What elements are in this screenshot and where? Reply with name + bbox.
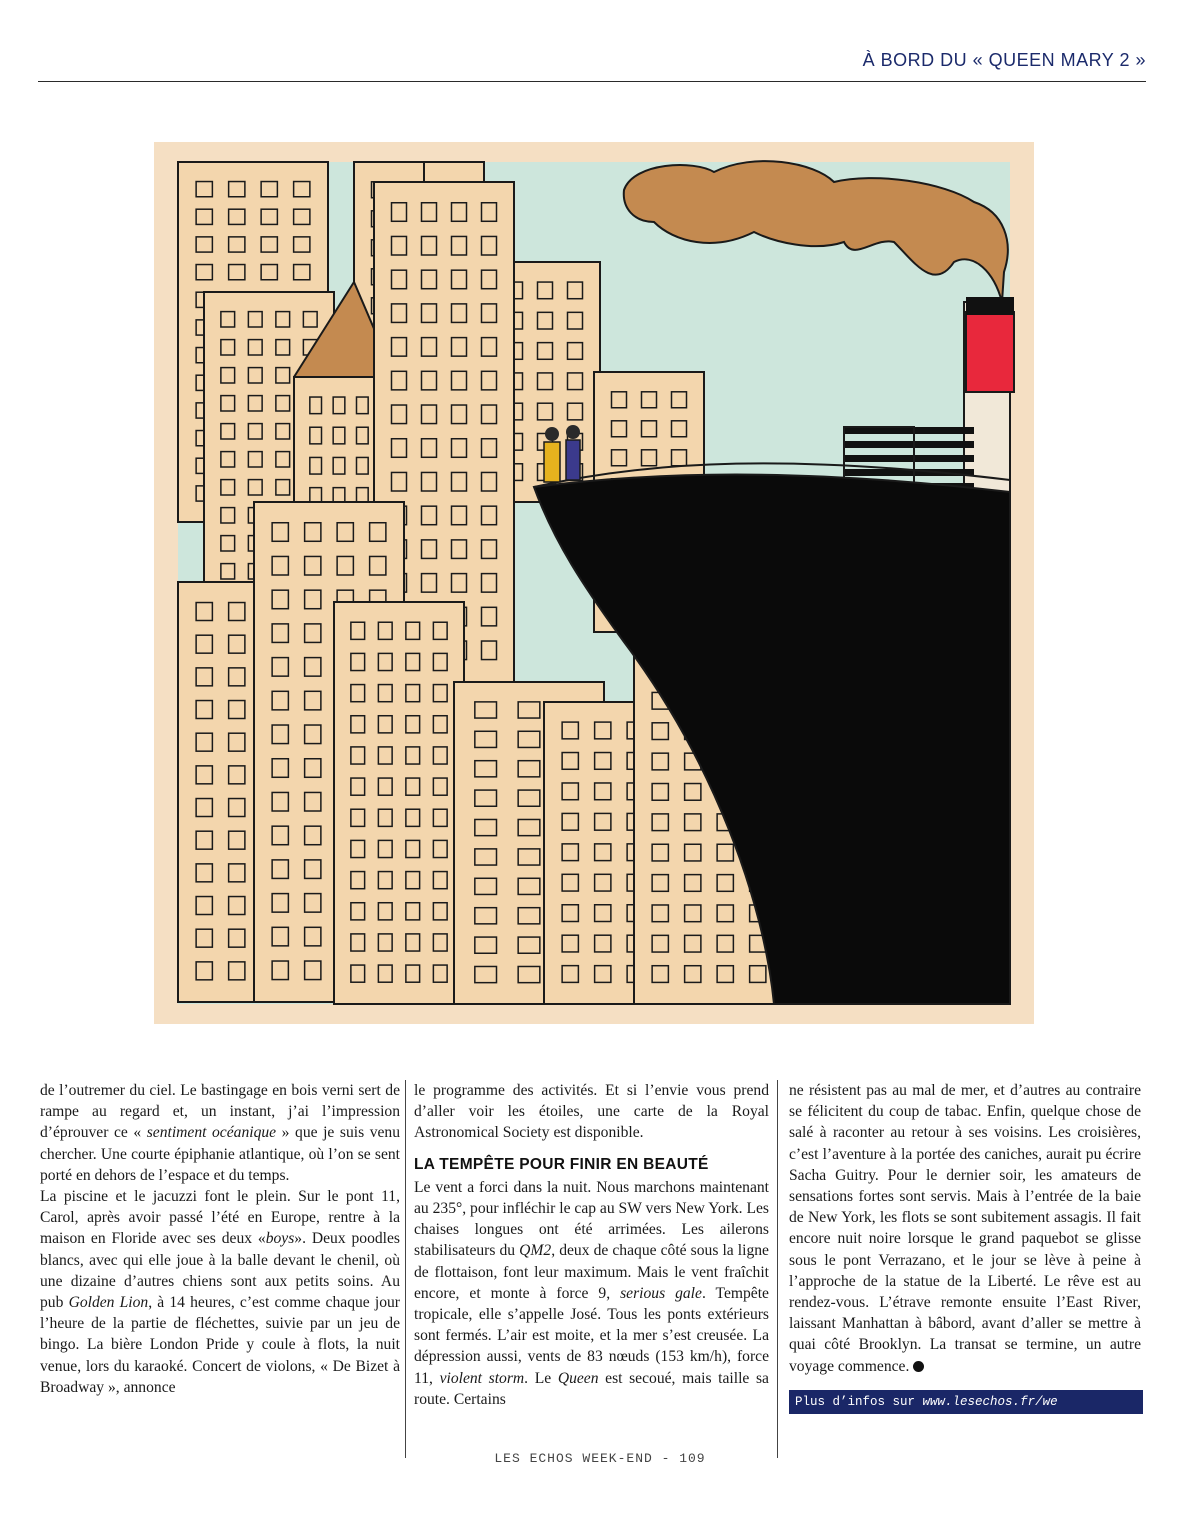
figure-blue-coat: [566, 440, 580, 480]
figure-head: [566, 425, 580, 439]
header-rule: [38, 81, 1146, 82]
more-info-bar: [789, 1390, 1143, 1414]
column-divider: [405, 1080, 406, 1458]
paragraph: Le vent a forci dans la nuit. Nous marchons maintenant au 235°, pour infléchir le cap au SW vers New York. Les chaises longues ont été arrimées. Les ailerons stabilisateurs du QM2, deux de chaque côté sous la ligne de flottaison, font leur maximum. Mais le vent fraîchit encore, et monte à force 9, serious gale. Tempête tropicale, elle s’appelle José. Tous les ponts extérieurs sont fermés. L’air est moite, et la mer s’est creusée. La dépression aussi, vents de 83 nœuds (153 km/h), force 11, violent storm. Le Queen est secoué, mais taille sa route. Certains: [414, 1178, 769, 1408]
funnel-top: [966, 297, 1014, 315]
ship-deck-stripe: [844, 455, 974, 462]
more-info-link[interactable]: www.lesechos.fr/we: [922, 1395, 1058, 1409]
paragraph: ne résistent pas au mal de mer, et d’autres au contraire se félicitent du coup de tabac. Enfin, quelque chose de salé à raconter au retour à ses voisins. Les croisières, c’est l’aventure à la portée des caniches, aurait pu écrire Sacha Guitry. Pour le dernier soir, les amateurs de sensations fortes sont servis. Mais à l’entrée de la baie de New York, les flots se sont subitement assagis. Il fait encore nuit noire lorsque le grand paquebot se glisse sous le pont Verrazano, et le jour se lève à peine à l’approche de la statue de la Liberté. Le rêve est au rendez-vous. L’étrave remonte ensuite l’East River, laissant Manhattan à bâbord, avant d’aller se mettre à quai côté Brooklyn. La transat se termine, un autre voyage commence.: [789, 1082, 1141, 1375]
ship-funnel: [966, 312, 1014, 392]
column-divider: [777, 1080, 778, 1458]
paragraph: le programme des activités. Et si l’envie vous prend d’aller voir les étoiles, une carte de la Royal Astronomical Society est disponible.: [414, 1082, 769, 1142]
end-mark-icon: [913, 1361, 924, 1372]
illustration: [154, 142, 1034, 1024]
section-subheading: LA TEMPÊTE POUR FINIR EN BEAUTÉ: [414, 1155, 709, 1173]
building: [334, 602, 464, 1004]
article-column-3: [789, 1080, 1141, 1377]
more-info-prefix: Plus d’infos sur: [795, 1395, 916, 1409]
article-column-2: [414, 1080, 769, 1410]
paragraph: La piscine et le jacuzzi font le plein. Sur le pont 11, Carol, après avoir passé l’été en Europe, rentre à la maison en Floride avec ses deux «boys». Deux poodles blancs, avec qui elle joue à la balle devant le chenil, où une dizaine d’autres chiens sont aux petits soins. Au pub Golden Lion, à 14 heures, c’est comme chaque jour l’heure de la partie de fléchettes, suivie par un jeu de bingo. La bière London Pride y coule à flots, la nuit venue, lors du karaoké. Concert de violons, « De Bizet à Broadway », annonce: [40, 1188, 400, 1396]
ship-deck-stripe: [844, 441, 974, 448]
illustration-svg: [154, 142, 1034, 1024]
running-title: À BORD DU « QUEEN MARY 2 »: [862, 50, 1146, 70]
paragraph: de l’outremer du ciel. Le bastingage en bois verni sert de rampe au regard et, un instant, j’ai l’impression d’éprouver ce « sentiment océanique » que je suis venu chercher. Une courte épiphanie atlantique, où l’on se sent porté en dehors de l’espace et du temps.: [40, 1082, 401, 1184]
figure-head: [545, 427, 559, 441]
article-column-1: [40, 1080, 400, 1398]
figure-yellow-coat: [544, 442, 560, 482]
ship-deck-stripe: [844, 427, 974, 434]
page-footer: LES ECHOS WEEK-END - 109: [494, 1451, 706, 1466]
